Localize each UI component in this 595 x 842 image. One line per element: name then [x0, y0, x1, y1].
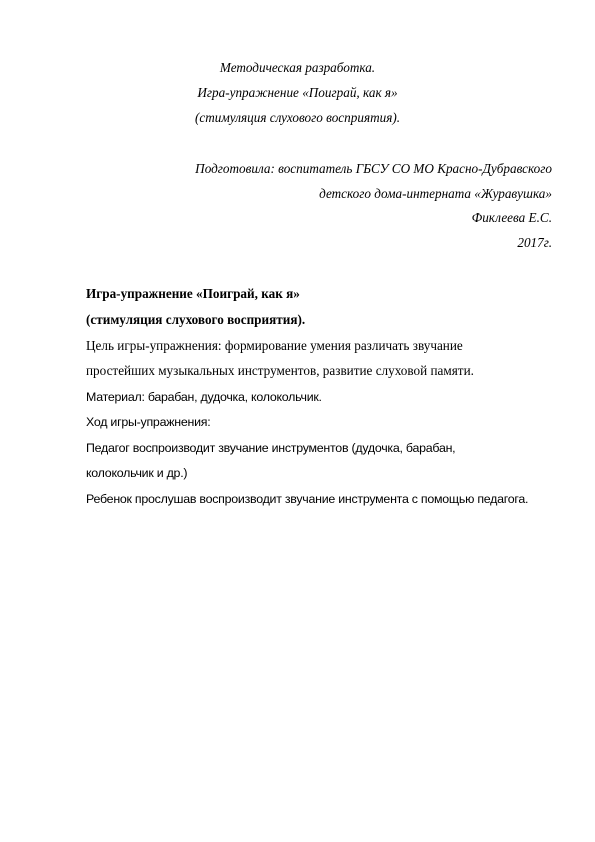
- author-line-2: детского дома-интерната «Журавушка»: [319, 186, 552, 201]
- body-title-2: (стимуляция слухового восприятия).: [86, 312, 306, 327]
- step-2-line: Ребенок прослушав воспроизводит звучание инструмента с помощью педагога.: [86, 492, 529, 506]
- header-line-1: Методическая разработка.: [219, 60, 376, 75]
- material-line: Материал: барабан, дудочка, колокольчик.: [86, 390, 322, 404]
- step-1-line-b: колокольчик и др.): [86, 466, 188, 480]
- goal-line-2: простейших музыкальных инструментов, развитие слуховой памяти.: [86, 363, 474, 378]
- goal-line-1: Цель игры-упражнения: формирование умения различать звучание: [86, 338, 463, 353]
- course-line: Ход игры-упражнения:: [86, 415, 211, 429]
- author-name: Фиклеева Е.С.: [471, 210, 552, 225]
- author-line-1: Подготовила: воспитатель ГБСУ СО МО Красно-Дубравского: [195, 161, 552, 176]
- body-title-1: Игра-упражнение «Поиграй, как я»: [86, 286, 300, 301]
- author-year: 2017г.: [517, 235, 552, 250]
- step-1-line-a: Педагог воспроизводит звучание инструментов (дудочка, барабан,: [86, 441, 456, 455]
- header-line-2: Игра-упражнение «Поиграй, как я»: [197, 85, 398, 100]
- header-line-3: (стимуляция слухового восприятия).: [194, 110, 401, 125]
